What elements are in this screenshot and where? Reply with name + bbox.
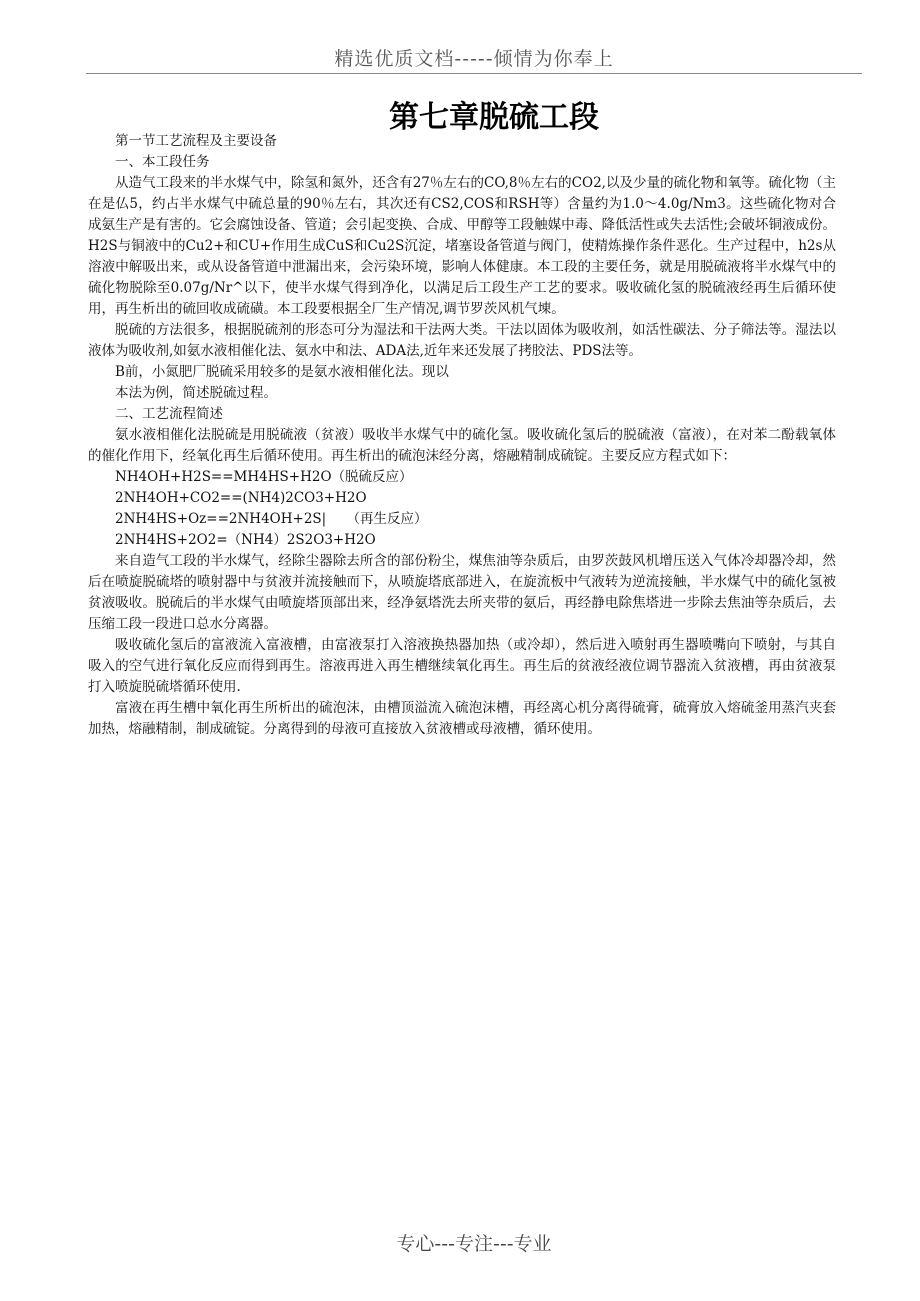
equation: NH4OH+H2S==MH4HS+H2O（脱硫反应） (115, 469, 413, 485)
paragraph: 本法为例，简述脱硫过程。 (115, 385, 277, 401)
paragraph: 从造气工段来的半水煤气中，除氢和氮外，还含有27％左右的CO,8％左右的CO2,以及少量的硫化物和氧等。硫化物（主在是仏5，约占半水煤气中硫总量的90％左右，其次还有CS2,COS和RSH等）含量约为1.0〜4.0g/Nm3。这些硫化物对合成氨生产是有害的。它会腐蚀设备、管道；会引起变换、合成、甲醇等工段触媒中毒、降低活性或失去活性;会破坏铜液成份。H2S与铜液中的Cu2+和CU+作用生成CuS和Cu2S沉淀，堵塞设备管道与阀门，使精炼操作条件恶化。生产过程中，h2s从溶液中解吸出来，或从设备管道中泄漏出来，会污染环境，影响人体健康。本工段的主要任务，就是用脱硫液将半水煤气中的硫化物脱除至0.07g/Nr^以下，使半水煤气得到净化，以满足后工段生产工艺的要求。吸收硫化氢的脱硫液经再生后循环使用，再生析出的硫回收成硫磺。本工段要根据全厂生产情况,调节罗茨风机气埬。 (88, 175, 836, 317)
chapter-title: 第七章脱硫工段 (389, 100, 599, 135)
subsection-heading: 二、工艺流程简述 (115, 406, 223, 422)
subsection-heading: 一、本工段任务 (115, 154, 210, 170)
paragraph: 氨水液相催化法脱硫是用脱硫液（贫液）吸收半水煤气中的硫化氢。吸收硫化氢后的脱硫液（富液），在对苯二酚载氧体的催化作用下，经氧化再生后循环使用。再生析出的硫泡沫经分离，熔融精制成硫锭。主要反应方程式如下： (88, 427, 836, 464)
page-footer: 专心---专注---专业 (396, 1233, 552, 1255)
paragraph: 富液在再生槽中氧化再生所析出的硫泡沫，由槽顶溢流入硫泡沫槽，再经离心机分离得硫膏，硫膏放入熔硫釜用蒸汽夹套加热，熔融精制，制成硫锭。分离得到的母液可直接放入贫液槽或母液槽，循环使用。 (88, 700, 836, 737)
section-heading: 第一节工艺流程及主要设备 (115, 133, 277, 149)
paragraph: 吸收硫化氢后的富液流入富液槽，由富液泵打入溶液换热器加热（或冷却），然后进入喷射再生器喷嘴向下喷射，与其自吸入的空气进行氧化反应而得到再生。溶液再进入再生槽继续氧化再生。再生后的贫液经液位调节器流入贫液槽，再由贫液泵打入喷旋脱硫塔循环使用. (88, 637, 836, 695)
paragraph: 来自造气工段的半水煤气，经除尘器除去所含的部份粉尘，煤焦油等杂质后，由罗茨鼓风机增压送入气体冷却器冷却，然后在喷旋脱硫塔的喷射器中与贫液并流接触而下，从喷旋塔底部进入，在旋流板中气液转为逆流接触，半水煤气中的硫化氢被贫液吸收。脱硫后的半水煤气由喷旋塔顶部出来，经净氨塔洗去所夹带的氨后，再经静电除焦塔进一步除去焦油等杂质后，去压缩工段一段进口总水分离器。 (88, 553, 836, 632)
document-body (88, 131, 836, 740)
page-header: 精选优质文档-----倾情为你奉上 (334, 48, 614, 70)
equation: 2NH4OH+CO2==(NH4)2CO3+H2O (115, 490, 367, 506)
paragraph: 脱硫的方法很多，根据脱硫剂的形态可分为湿法和干法两大类。干法以固体为吸收剂，如活性碳法、分子筛法等。湿法以液体为吸收剂,如氨水液相催化法、氨水中和法、ADA法,近年来还发展了拷胶法、PDS法等。 (88, 322, 836, 359)
header-divider (86, 73, 862, 74)
equation: 2NH4HS+2O2=（NH4）2S2O3+H2O (115, 532, 376, 548)
paragraph: B前，小氮肥厂脱硫采用较多的是氨水液相催化法。现以 (115, 364, 449, 380)
equation: 2NH4HS+Oz==2NH4OH+2S| （再生反应） (115, 511, 428, 527)
